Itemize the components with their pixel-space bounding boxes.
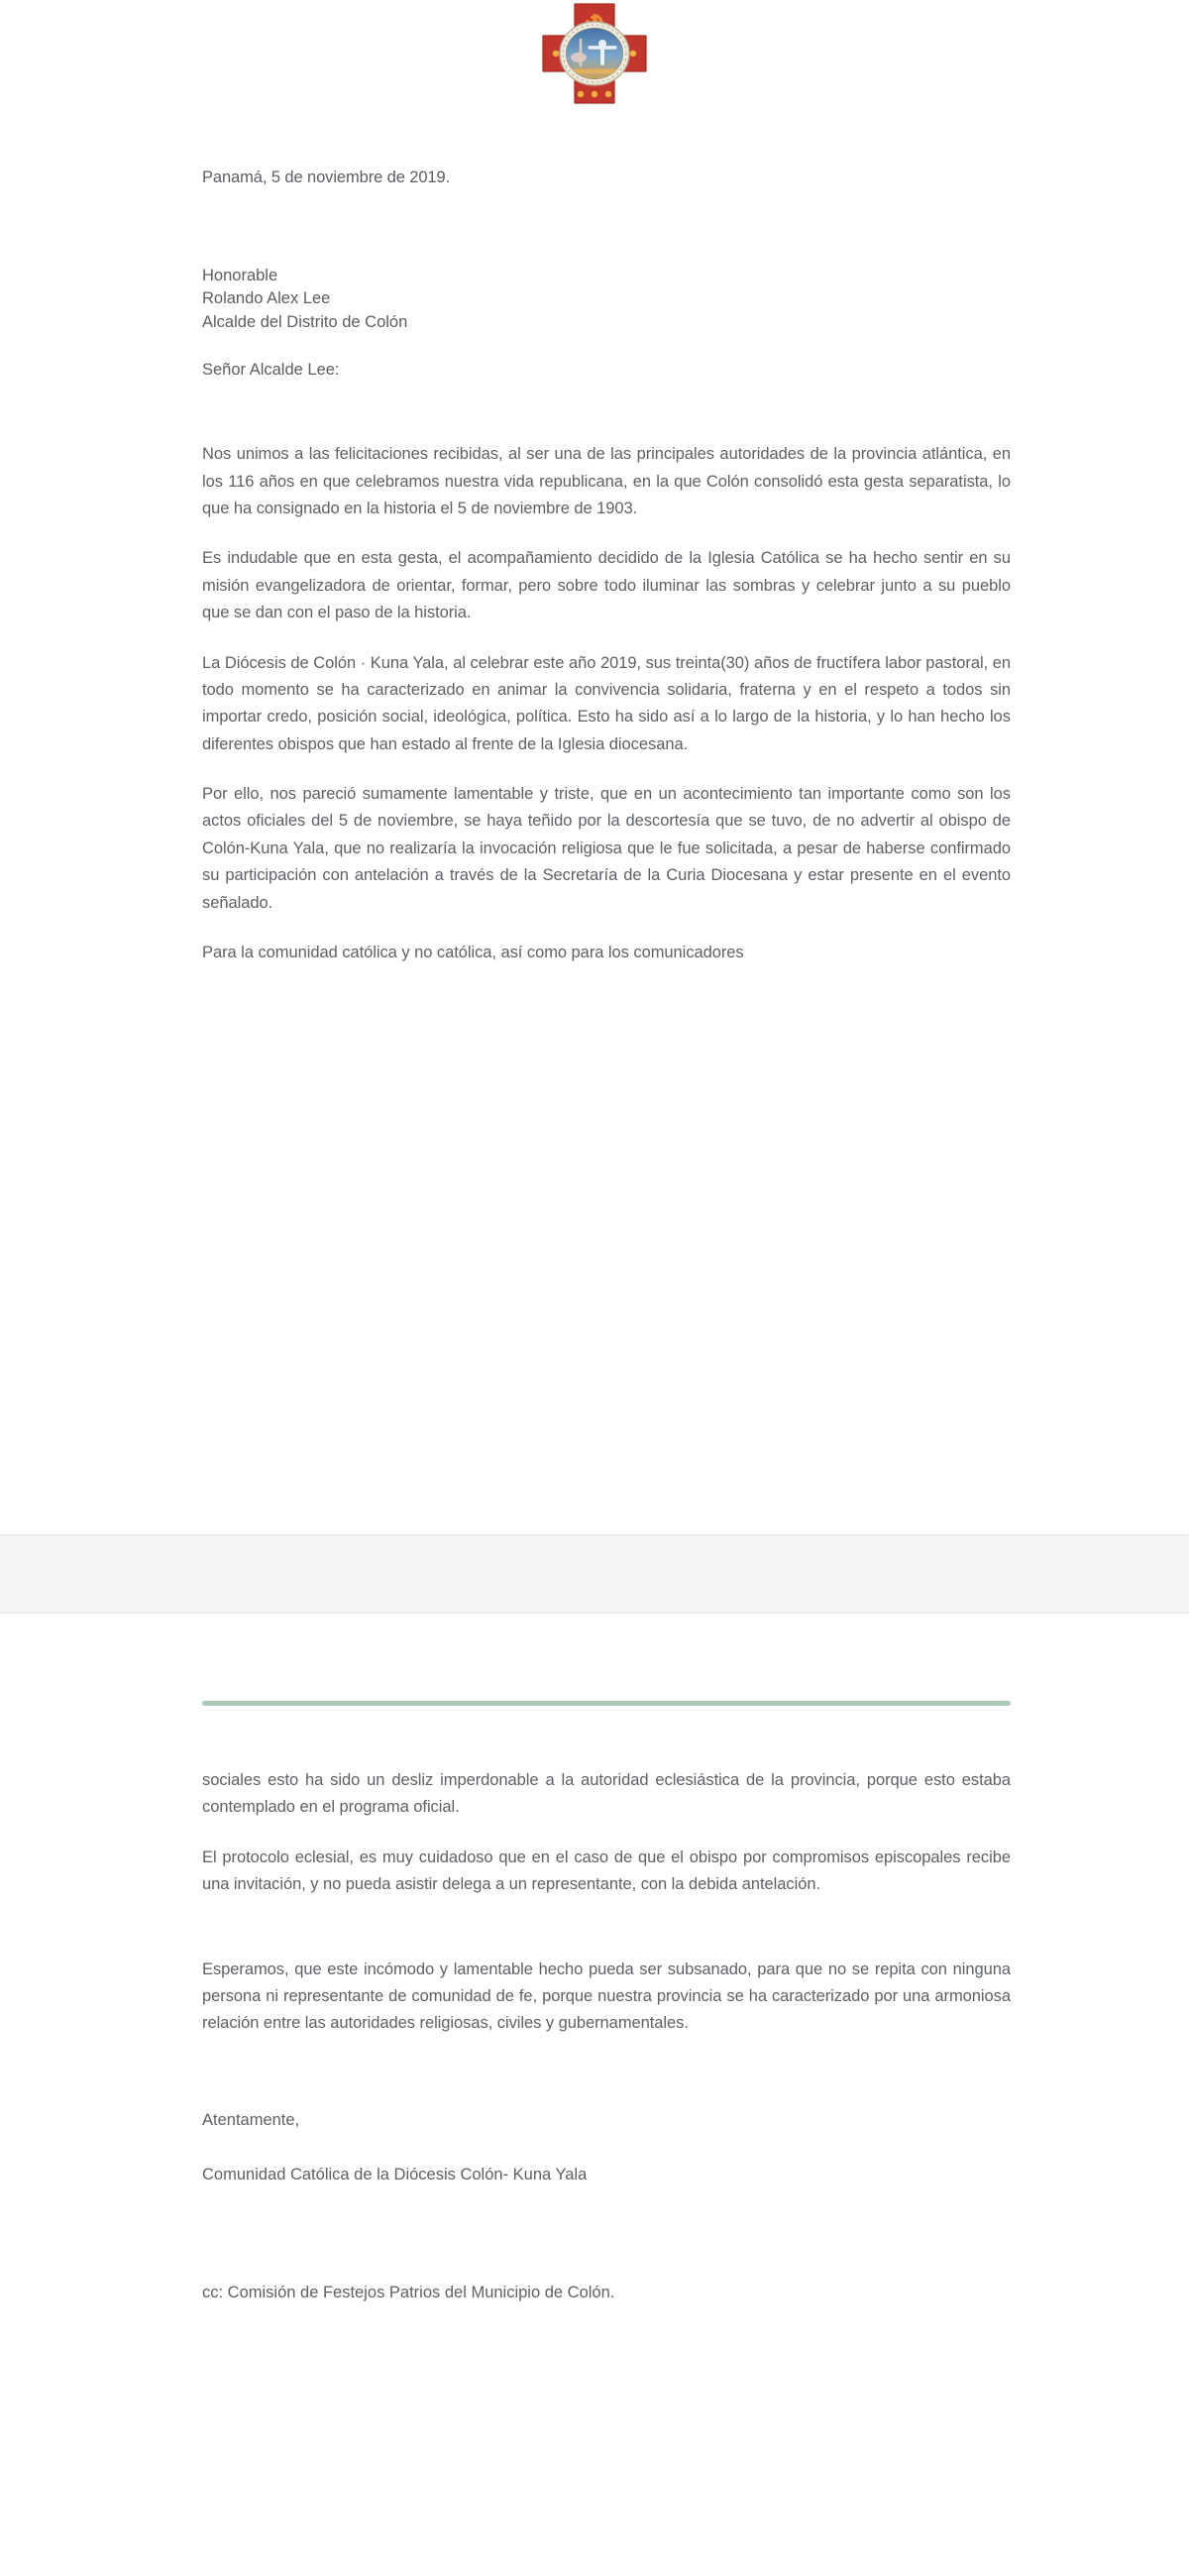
paragraph: Es indudable que en esta gesta, el acompañamiento decidido de la Iglesia Católica se ha hecho sentir en su misión evangelizadora de orientar, formar, pero sobre todo iluminar las sombras y celebrar junto a su pueblo que se dan con el paso de la historia. bbox=[202, 549, 1011, 622]
addressee-honorific: Honorable bbox=[202, 267, 278, 284]
diocese-coat-of-arms-icon bbox=[535, 2, 654, 105]
addressee-block bbox=[202, 187, 1011, 334]
letter-body-column-page-2 bbox=[178, 1614, 1011, 2398]
body-paragraphs-page-1 bbox=[202, 380, 1011, 966]
paragraph-continued: Para la comunidad católica y no católica, así como para los comunicadores bbox=[202, 943, 744, 961]
bottom-spacer bbox=[202, 2302, 1011, 2398]
body-paragraphs-page-2-lower bbox=[202, 1957, 1011, 2038]
cc-line: cc: Comisión de Festejos Patrios del Municipio de Colón. bbox=[202, 2284, 615, 2302]
paragraph: Por ello, nos pareció sumamente lamentable y triste, que en un acontecimiento tan importante como son los actos oficiales del 5 de noviembre, se haya teñido por la descortesía que se tuvo, de no advertir al obispo de Colón-Kuna Yala, que no realizaría la invocación religiosa que le fue solicitada, a pesar de haberse confirmado su participación con antelación a través de la Secretaría de la Curia Diocesana y estar presente en el evento señalado. bbox=[202, 785, 1011, 912]
signature-name: Comunidad Católica de la Diócesis Colón- Kuna Yala bbox=[202, 2166, 588, 2184]
date-line: Panamá, 5 de noviembre de 2019. bbox=[202, 168, 451, 186]
addressee-title: Alcalde del Distrito de Colón bbox=[202, 312, 408, 331]
paragraph: El protocolo eclesial, es muy cuidadoso que en el caso de que el obispo por compromisos episcopales recibe una invitación, y no pueda asistir delega a un representante, con la debida antelación. bbox=[202, 1848, 1011, 1894]
page-break-separator bbox=[0, 1534, 1189, 1614]
body-paragraphs-page-2 bbox=[202, 1706, 1011, 1899]
document-page-2 bbox=[0, 1614, 1189, 2576]
letterhead bbox=[0, 0, 1189, 107]
closing-block bbox=[202, 2038, 1011, 2189]
page-2-top-spacer bbox=[202, 1614, 1011, 1701]
valediction: Atentamente, bbox=[202, 2110, 300, 2129]
paragraph-spacer bbox=[202, 1899, 1011, 1957]
salutation: Señor Alcalde Lee: bbox=[202, 361, 340, 380]
paragraph: Nos unimos a las felicitaciones recibidas, al ser una de las principales autoridades de la provincia atlántica, en los 116 años en que celebramos nuestra vida republicana, en la que Colón consolidó esta gesta separatista, lo que ha consignado en la historia el 5 de noviembre de 1903. bbox=[202, 445, 1011, 518]
paragraph-continuation: sociales esto ha sido un desliz imperdonable a la autoridad eclesiástica de la provincia, porque esto estaba contemplado en el programa oficial. bbox=[202, 1771, 1011, 1817]
paragraph: Esperamos, que este incómodo y lamentable hecho pueda ser subsanado, para que no se repita con ninguna persona ni representante de comunidad de fe, porque nuestra provincia se ha caracterizado por una armoniosa relación entre las autoridades religiosas, civiles y gubernamentales. bbox=[202, 1960, 1011, 2033]
letter-body-column bbox=[178, 107, 1011, 966]
paragraph: La Diócesis de Colón · Kuna Yala, al celebrar este año 2019, sus treinta(30) años de fructífera labor pastoral, en todo momento se ha caracterizado en animar la convivencia solidaria, fraterna y en el respeto a todos sin importar credo, posición social, ideológica, política. Esto ha sido así a lo largo de la historia, y lo han hecho los diferentes obispos que han estado al frente de la Iglesia diocesana. bbox=[202, 653, 1011, 753]
addressee-name: Rolando Alex Lee bbox=[202, 289, 331, 308]
